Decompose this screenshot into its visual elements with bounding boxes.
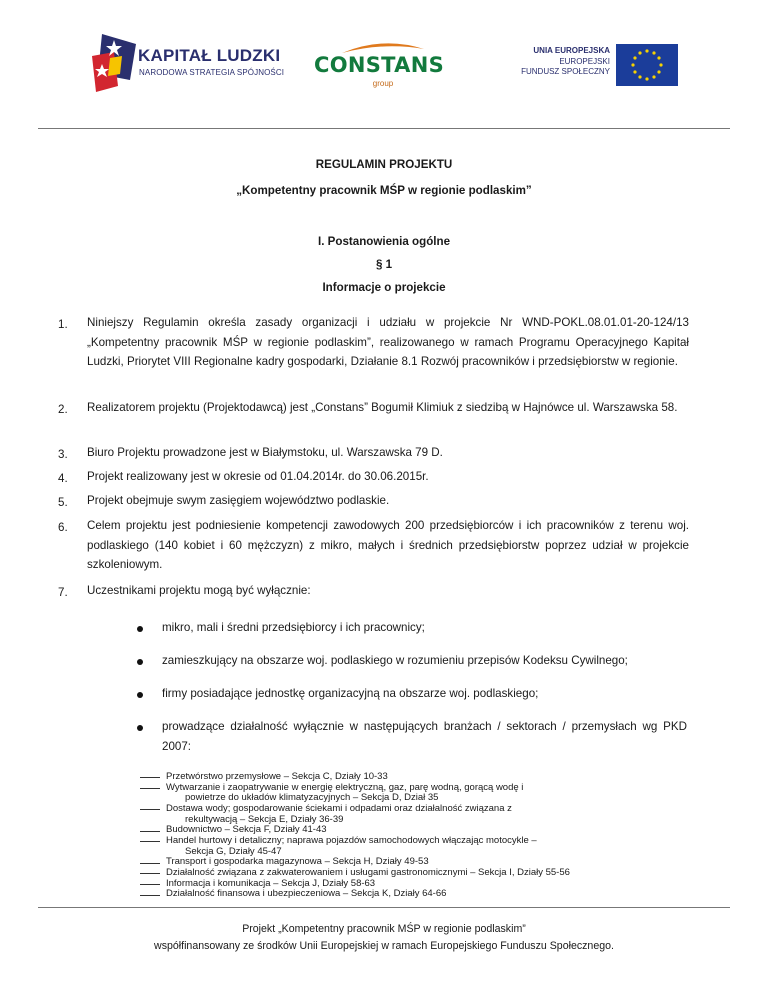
bullet-icon [137,659,143,665]
dash-icon [140,863,160,864]
dash-icon [140,788,160,789]
sector-item: Przetwórstwo przemysłowe – Sekcja C, Działy 10-33 [166,771,388,782]
eu-flag-icon [616,44,678,86]
bullet-item: zamieszkujący na obszarze woj. podlaskiego w rozumieniu przepisów Kodeksu Cywilnego; [162,654,628,667]
dash-icon [140,777,160,778]
item-number: 1. [58,318,68,331]
eu-line-1: UNIA EUROPEJSKA [533,46,610,55]
kapital-ludzki-emblem-icon [92,34,136,96]
dash-icon [140,884,160,885]
sector-item: Handel hurtowy i detaliczny; naprawa pojazdów samochodowych włączając motocykle – [166,835,537,846]
item-number: 5. [58,496,68,509]
eu-line-3: FUNDUSZ SPOŁECZNY [521,67,610,76]
constans-tagline: group [372,79,394,88]
list-item: Realizatorem projektu (Projektodawcą) jest „Constans” Bogumił Klimiuk z siedzibą w Hajnówce ul. Warszawska 58. [87,401,678,414]
kapital-ludzki-title: KAPITAŁ LUDZKI [138,46,281,65]
sector-item: Działalność finansowa i ubezpieczeniowa – Sekcja K, Działy 64-66 [166,888,447,900]
dash-icon [140,895,160,896]
bullet-item: mikro, mali i średni przedsiębiorcy i ich pracownicy; [162,621,425,634]
dash-icon [140,831,160,832]
footer-divider [38,907,730,908]
sector-item: Transport i gospodarka magazynowa – Sekcja H, Działy 49-53 [166,856,429,868]
dash-icon [140,841,160,842]
constans-logo [312,40,454,96]
sector-item: Dostawa wody; gospodarowanie ściekami i odpadami oraz działalność związana z [166,803,512,814]
bullet-item: prowadzące działalność wyłącznie w następujących branżach / sektorach / przemysłach wg PKD 2007: [162,720,687,753]
bullet-icon [137,725,143,731]
sector-item-continuation: powietrze do układów klimatyzacyjnych – Sekcja D, Dział 35 [185,792,439,804]
sector-item-continuation: rekultywacją – Sekcja E, Działy 36-39 [185,813,344,825]
section-heading: I. Postanowienia ogólne [317,235,451,248]
dash-icon [140,809,160,810]
item-number: 4. [58,472,68,485]
project-name: „Kompetentny pracownik MŚP w regionie podlaskim” [236,184,532,197]
header-divider [38,128,730,129]
eu-logo-text [521,46,610,78]
item-number: 2. [58,403,68,416]
list-item: Celem projektu jest podniesienie kompetencji zawodowych 200 przedsiębiorców i ich pracowników z terenu woj. podlaskiego (140 kobiet i 60 mężczyzn) z mikro, małych i średnich przedsiębiorstw poprzez udział w projekcie szkoleniowym. [87,519,689,571]
constans-swoosh-icon [340,40,426,54]
dash-icon [140,873,160,874]
item-number: 6. [58,521,68,534]
bullet-item: firmy posiadające jednostkę organizacyjną na obszarze woj. podlaskiego; [162,687,539,700]
sector-item: Informacja i komunikacja – Sekcja J, Działy 58-63 [166,877,376,889]
kapital-ludzki-logo [92,34,292,96]
eu-social-fund-logo [518,44,678,88]
bullet-icon [137,692,143,698]
list-item: Uczestnikami projektu mogą być wyłącznie: [87,584,311,597]
item-number: 3. [58,448,68,461]
paragraph-mark: § 1 [375,258,393,271]
list-item: Biuro Projektu prowadzone jest w Białymstoku, ul. Warszawska 79 D. [87,446,443,459]
sector-item: Działalność związana z zakwaterowaniem i usługami gastronomicznymi – Sekcja I, Działy 55-56 [166,867,570,878]
eu-line-2: EUROPEJSKI [559,56,610,66]
constans-wordmark: CONSTANS [314,53,445,77]
bullet-icon [137,626,143,632]
list-item: Projekt obejmuje swym zasięgiem województwo podlaskie. [87,494,390,507]
footer-line-2: współfinansowany ze środków Unii Europejskiej w ramach Europejskiego Funduszu Społecznego. [154,940,614,952]
list-item: Niniejszy Regulamin określa zasady organizacji i udziału w projekcie Nr WND-POKL.08.01.01-20-124/13 „Kompetentny pracownik MŚP w regionie podlaskim”, realizowanego w ramach Programu Operacyjnego Kapitał Ludzki, Priorytet VIII Regionalne kadry gospodarki, Działanie 8.1 Rozwój pracowników i przedsiębiorstw w regionie. [87,316,689,368]
list-item: Projekt realizowany jest w okresie od 01.04.2014r. do 30.06.2015r. [87,470,429,483]
kapital-ludzki-subtitle: NARODOWA STRATEGIA SPÓJNOŚCI [139,68,285,77]
sector-item-continuation: Sekcja G, Działy 45-47 [185,845,282,857]
sector-item: Wytwarzanie i zaopatrywanie w energię elektryczną, gaz, parę wodną, gorącą wodę i [166,781,524,793]
sector-item: Budownictwo – Sekcja F, Działy 41-43 [166,824,327,836]
paragraph-title: Informacje o projekcie [322,281,446,294]
document-title: REGULAMIN PROJEKTU [315,158,453,171]
footer-line-1: Projekt „Kompetentny pracownik MŚP w regionie podlaskim” [242,923,526,935]
item-number: 7. [58,586,68,599]
